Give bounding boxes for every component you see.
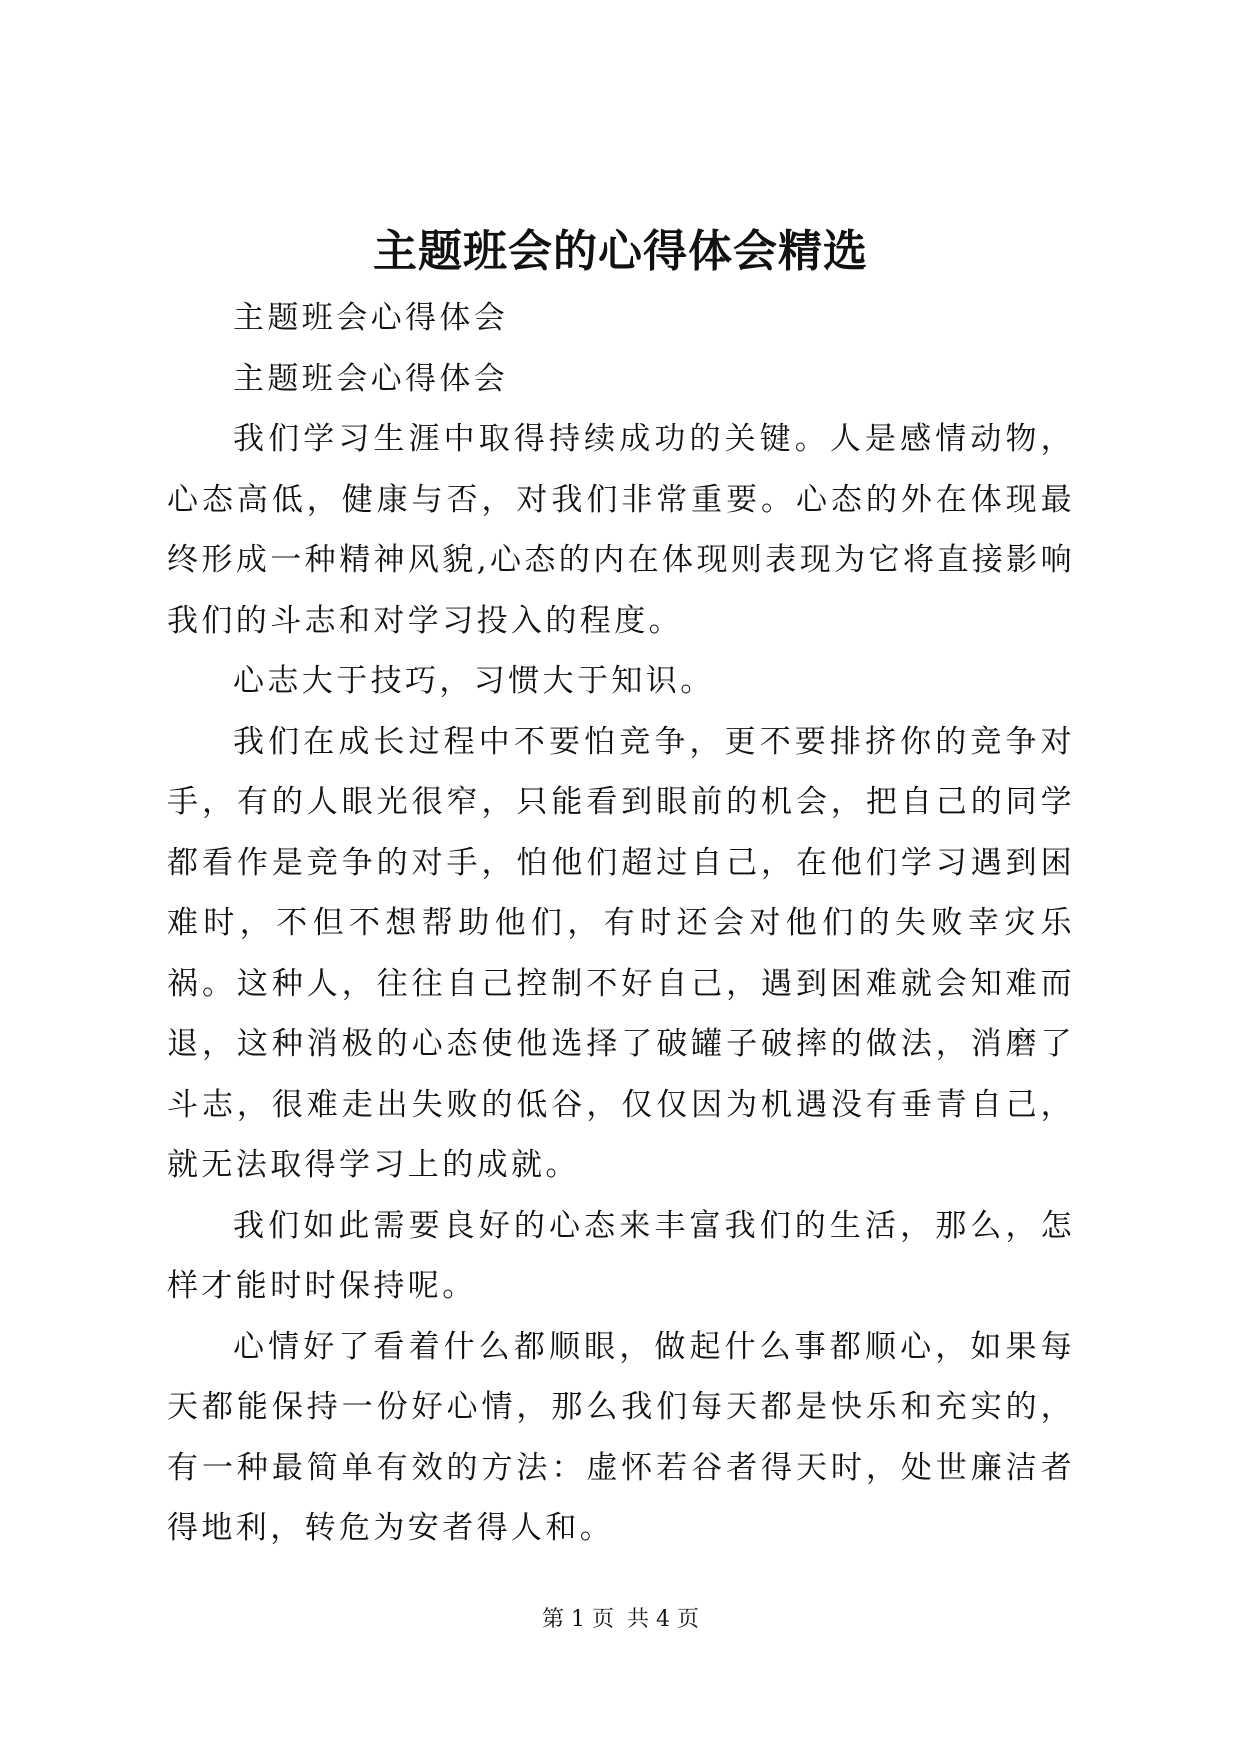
document-body: [167, 288, 1075, 1559]
paragraph-question: 我们如此需要良好的心态来丰富我们的生活，那么，怎样才能时时保持呢。: [167, 1207, 1075, 1304]
paragraph-motto: 心志大于技巧，习惯大于知识。: [233, 663, 715, 699]
paragraph-good-mood: 心情好了看着什么都顺眼，做起什么事都顺心，如果每天都能保持一份好心情，那么我们每天都是快乐和充实的，有一种最简单有效的方法：虚怀若谷者得天时，处世廉洁者得地利，转危为安者得人和。: [167, 1328, 1075, 1546]
document-title: 主题班会的心得体会精选: [373, 226, 868, 277]
paragraph-subtitle-2: 主题班会心得体会: [233, 360, 509, 397]
page-number: 第 1 页: [542, 1607, 614, 1632]
page-total: 共 4 页: [627, 1607, 699, 1632]
page-footer: [0, 1605, 1241, 1635]
paragraph-mindset-key: 我们学习生涯中取得持续成功的关键。人是感情动物，心态高低，健康与否，对我们非常重要。心态的外在体现最终形成一种精神风貌,心态的内在体现则表现为它将直接影响我们的斗志和对学习投入的程度。: [167, 421, 1075, 639]
paragraph-competition: 我们在成长过程中不要怕竞争，更不要排挤你的竞争对手，有的人眼光很窄，只能看到眼前的机会，把自己的同学都看作是竞争的对手，怕他们超过自己，在他们学习遇到困难时，不但不想帮助他们，有时还会对他们的失败幸灾乐祸。这种人，往往自己控制不好自己，遇到困难就会知难而退，这种消极的心态使他选择了破罐子破摔的做法，消磨了斗志，很难走出失败的低谷，仅仅因为机遇没有垂青自己，就无法取得学习上的成就。: [167, 723, 1075, 1183]
paragraph-subtitle-1: 主题班会心得体会: [233, 300, 509, 336]
